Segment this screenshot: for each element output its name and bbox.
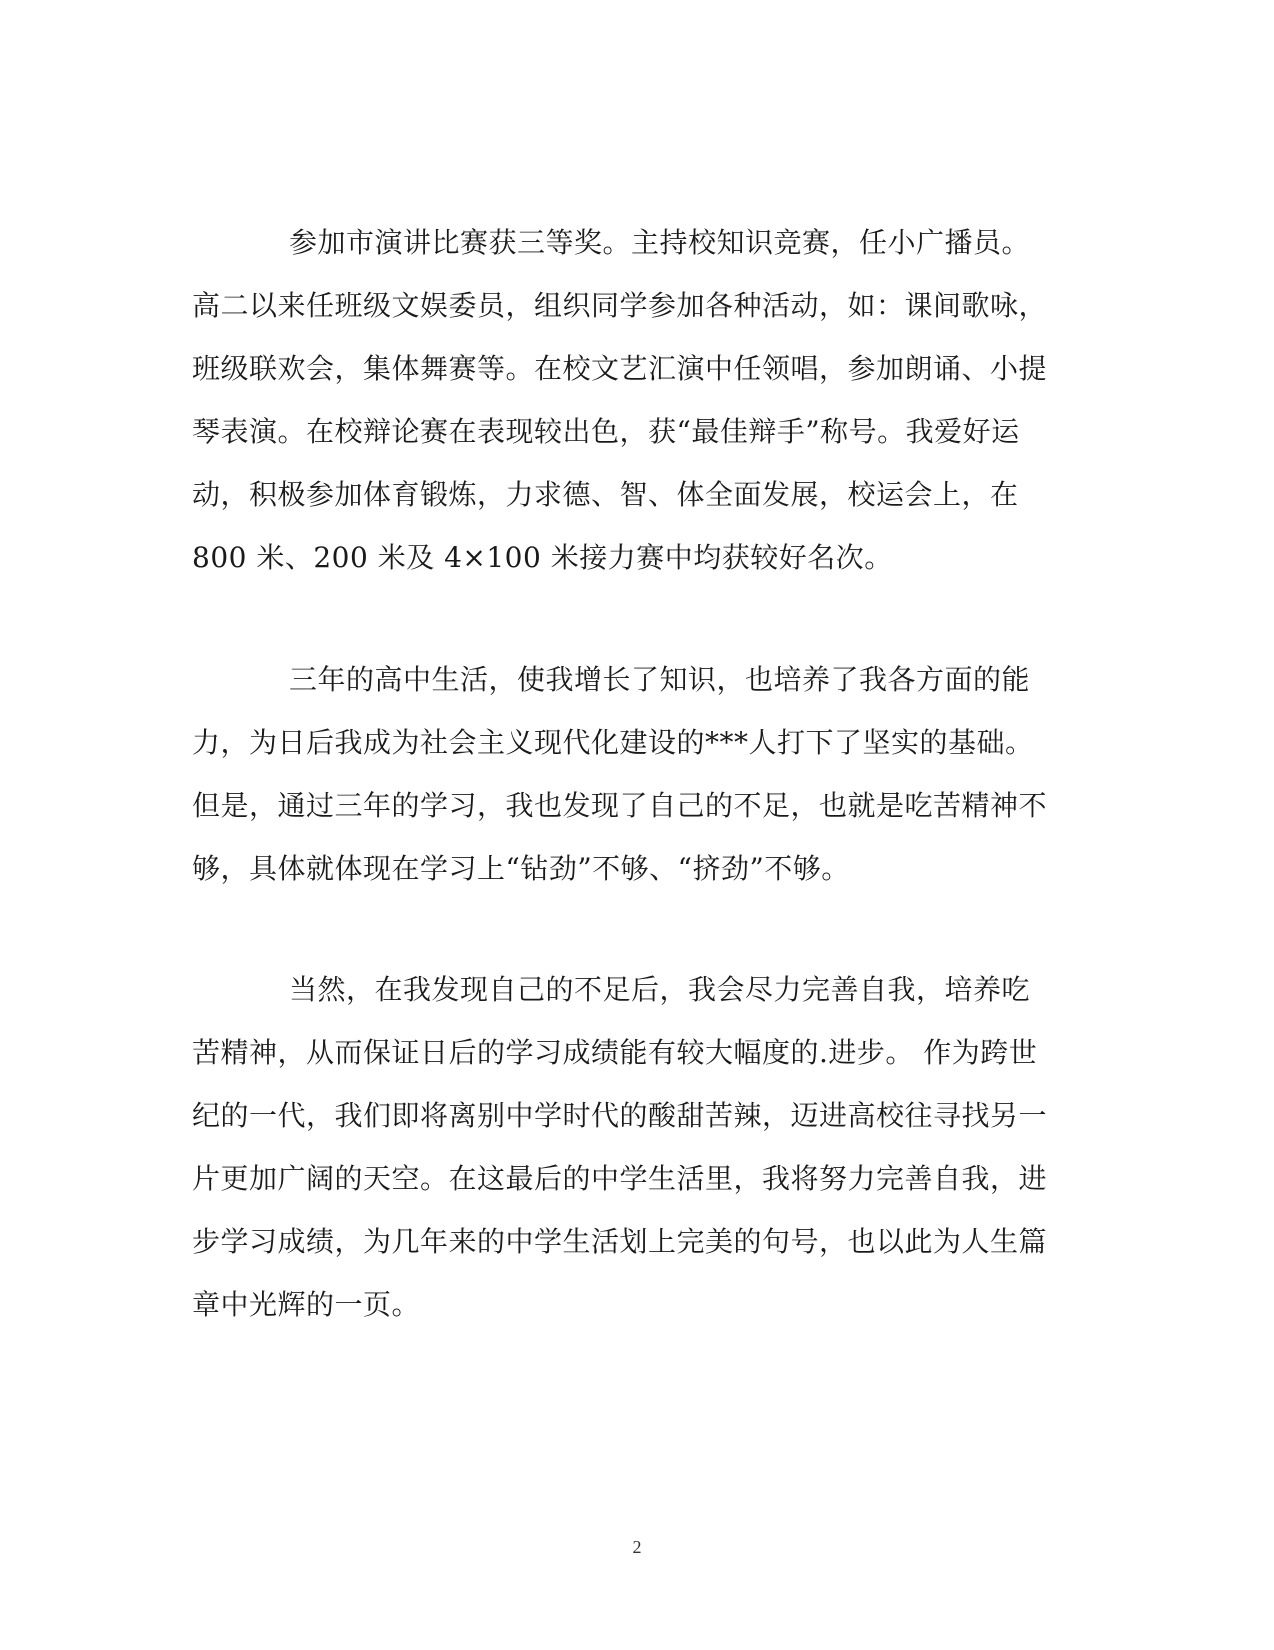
text-line: 力，为日后我成为社会主义现代化建设的***人打下了坚实的基础。 — [192, 726, 1034, 759]
text-line: 苦精神，从而保证日后的学习成绩能有较大幅度的.进步。 作为跨世 — [192, 1036, 1038, 1069]
text-line: 800 米、200 米及 4×100 米接力赛中均获较好名次。 — [192, 541, 893, 574]
text-line: 当然，在我发现自己的不足后，我会尽力完善自我，培养吃 — [289, 973, 1031, 1006]
text-line: 动，积极参加体育锻炼，力求德、智、体全面发展，校运会上，在 — [192, 478, 1019, 511]
text-line: 但是，通过三年的学习，我也发现了自己的不足，也就是吃苦精神不 — [192, 789, 1048, 822]
text-line: 片更加广阔的天空。在这最后的中学生活里，我将努力完善自我，进 — [192, 1162, 1048, 1195]
text-line: 够，具体就体现在学习上“钻劲”不够、“挤劲”不够。 — [192, 852, 850, 885]
text-line: 三年的高中生活，使我增长了知识，也培养了我各方面的能 — [289, 663, 1031, 696]
text-line: 班级联欢会，集体舞赛等。在校文艺汇演中任领唱，参加朗诵、小提 — [192, 352, 1048, 385]
text-line: 章中光辉的一页。 — [192, 1288, 421, 1321]
text-line: 纪的一代，我们即将离别中学时代的酸甜苦辣，迈进高校往寻找另一 — [192, 1099, 1048, 1132]
text-line: 高二以来任班级文娱委员，组织同学参加各种活动，如：课间歌咏， — [192, 289, 1048, 322]
text-line: 步学习成绩，为几年来的中学生活划上完美的句号，也以此为人生篇 — [192, 1225, 1048, 1258]
page-number: 2 — [632, 1537, 642, 1557]
text-line: 参加市演讲比赛获三等奖。主持校知识竞赛，任小广播员。 — [289, 226, 1031, 259]
text-line: 琴表演。在校辩论赛在表现较出色，获“最佳辩手”称号。我爱好运 — [192, 415, 1020, 448]
